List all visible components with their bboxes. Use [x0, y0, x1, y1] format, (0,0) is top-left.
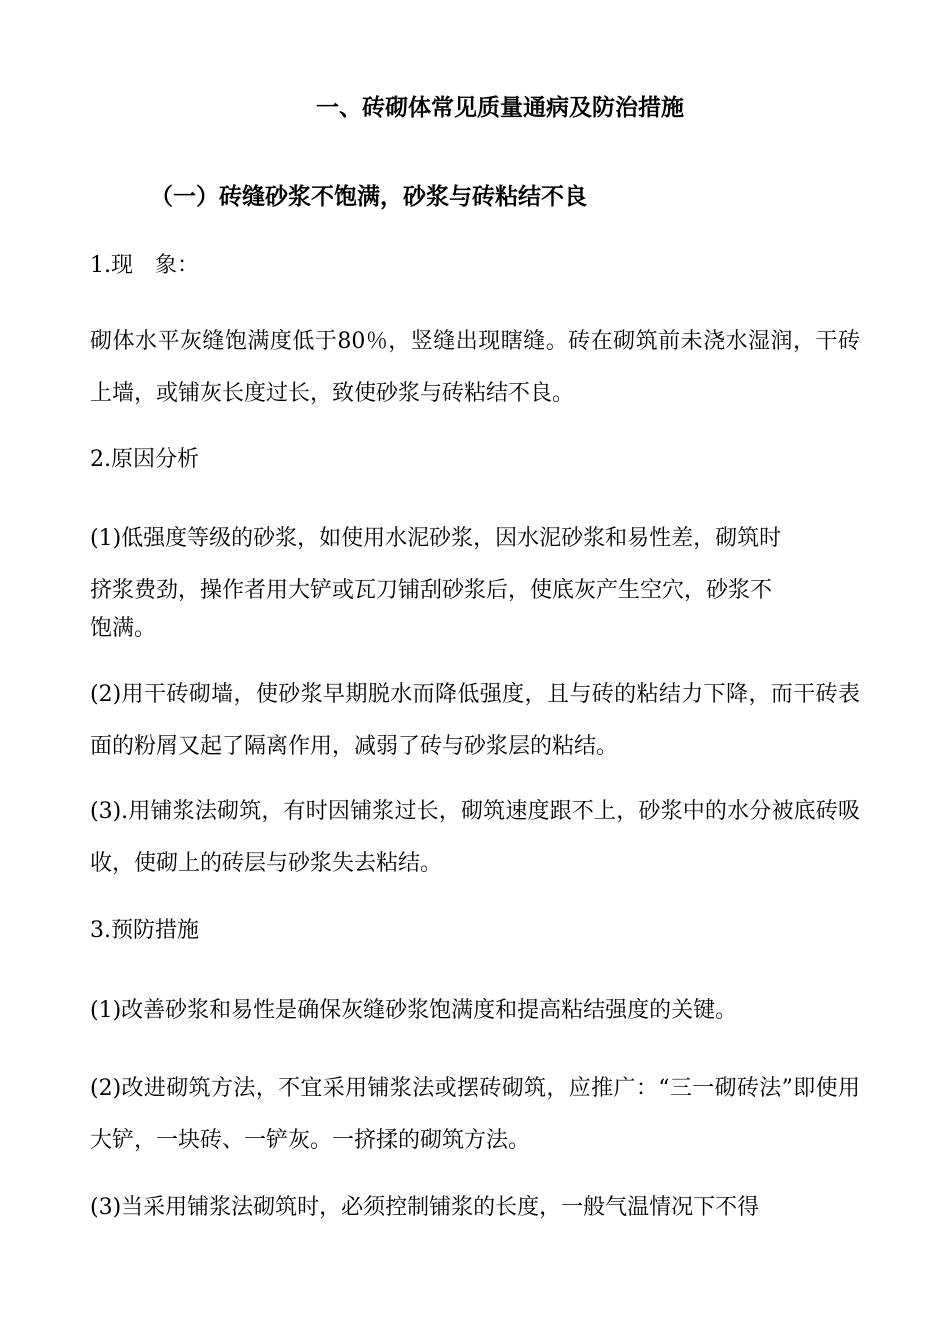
prevention-1-paragraph: (1)改善砂浆和易性是确保灰缝砂浆饱满度和提高粘结强度的关键。	[90, 998, 738, 1023]
prevention-3-paragraph: (3)当采用铺浆法砌筑时，必须控制铺浆的长度，一般气温情况下不得	[90, 1195, 760, 1220]
prevention-2-paragraph: (2)改进砌筑方法，不宜采用铺浆法或摆砖砌筑，应推广：“三一砌砖法”即使用大铲，一块砖、一铲灰。一挤揉的砌筑方法。	[90, 1076, 860, 1153]
cause-1-line-3: 饱满。	[90, 616, 157, 641]
cause-2-paragraph: (2)用干砖砌墙，使砂浆早期脱水而降低强度，且与砖的粘结力下降，而干砖表面的粉屑又起了隔离作用，减弱了砖与砂浆层的粘结。	[90, 682, 860, 759]
section-title: （一）砖缝砂浆不饱满，砂浆与砖粘结不良	[150, 184, 587, 210]
cause-1-line-2: 挤浆费劲，操作者用大铲或瓦刀铺刮砂浆后，使底灰产生空穴，砂浆不	[90, 578, 773, 603]
cause-heading: 2.原因分析	[90, 447, 199, 472]
phenomenon-paragraph: 砌体水平灰缝饱满度低于80％，竖缝出现瞎缝。砖在砌筑前未浇水湿润，干砖上墙，或铺灰长度过长，致使砂浆与砖粘结不良。	[90, 329, 860, 406]
cause-3-paragraph: (3).用铺浆法砌筑，有时因铺浆过长，砌筑速度跟不上，砂浆中的水分被底砖吸收，使砌上的砖层与砂浆失去粘结。	[90, 799, 860, 876]
document-title: 一、砖砌体常见质量通病及防治措施	[316, 95, 684, 121]
prevention-heading: 3.预防措施	[90, 918, 199, 943]
phenomenon-heading: 1.现 象：	[90, 253, 199, 278]
cause-1-line-1: (1)低强度等级的砂浆，如使用水泥砂浆，因水泥砂浆和易性差，砌筑时	[90, 526, 782, 551]
